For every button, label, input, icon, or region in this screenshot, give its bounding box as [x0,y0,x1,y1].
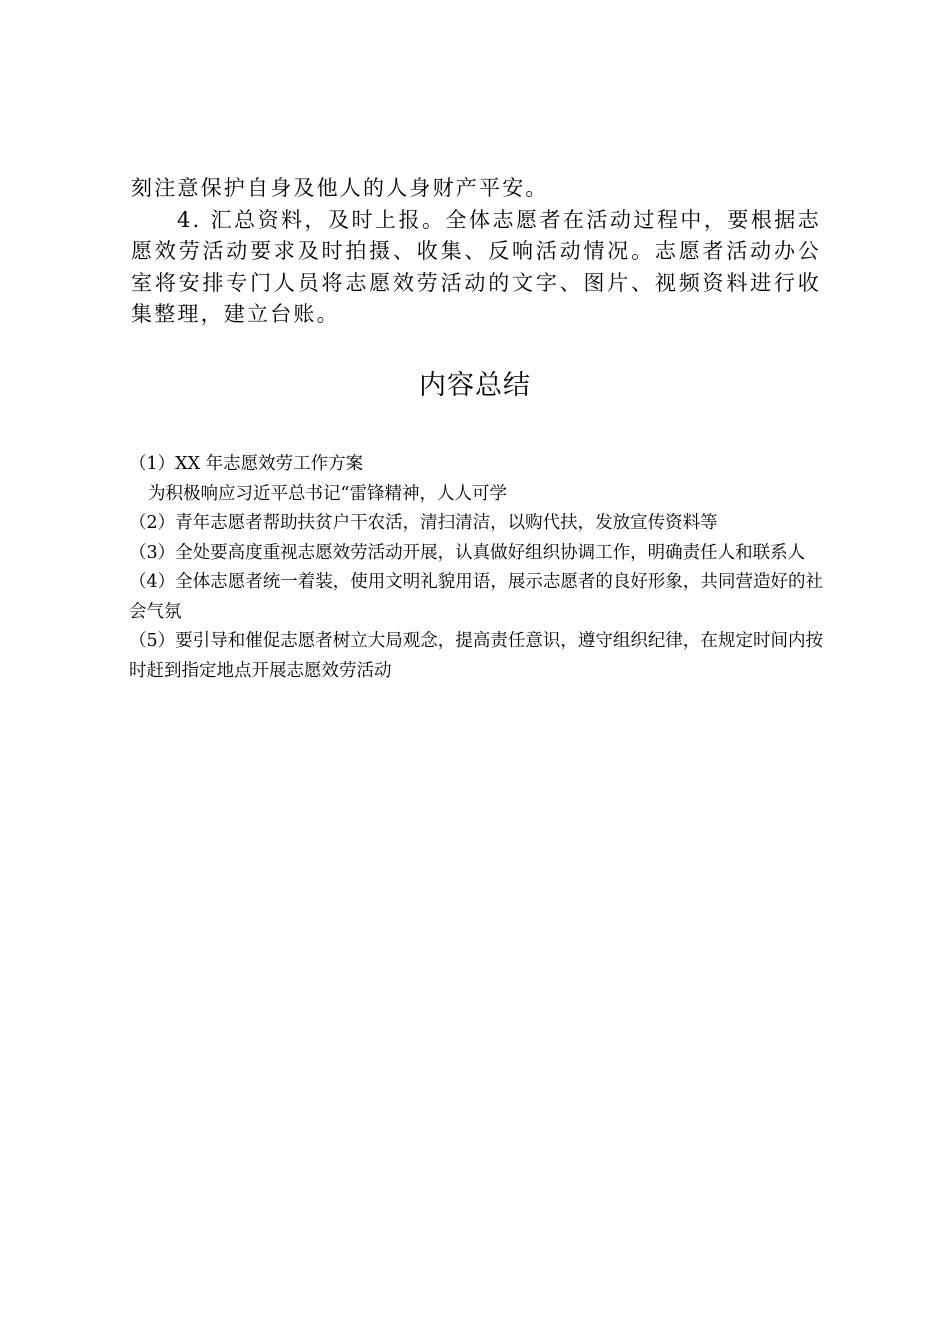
summary-item-1-detail: 为积极响应习近平总书记“雷锋精神，人人可学 [148,483,507,504]
summary-item-2: （2）青年志愿者帮助扶贫户干农活，清扫清洁，以购代扶，发放宣传资料等 [129,513,718,533]
summary-item-5: （5）要引导和催促志愿者树立大局观念，提高责任意识，遵守组织纪律，在规定时间内按时赶到指定地点开展志愿效劳活动 [129,631,823,681]
summary-item-4: （4）全体志愿者统一着装，使用文明礼貌用语，展示志愿者的良好形象，共同营造好的社会气氛 [129,572,823,622]
summary-item-1: （1）XX 年志愿效劳工作方案 [129,454,364,474]
summary-title: 内容总结 [419,370,531,401]
continuation-paragraph: 刻注意保护自身及他人的人身财产平安。 [131,176,549,200]
summary-item-3: （3）全处要高度重视志愿效劳活动开展，认真做好组织协调工作，明确责任人和联系人 [129,542,806,563]
paragraph-4: 4. 汇总资料，及时上报。全体志愿者在活动过程中，要根据志愿效劳活动要求及时拍摄、收集、反响活动情况。志愿者活动办公室将安排专门人员将志愿效劳活动的文字、图片、视频资料进行收集整理，建立台账。 [131,207,821,326]
summary-list [129,450,823,686]
body-text [131,173,821,331]
